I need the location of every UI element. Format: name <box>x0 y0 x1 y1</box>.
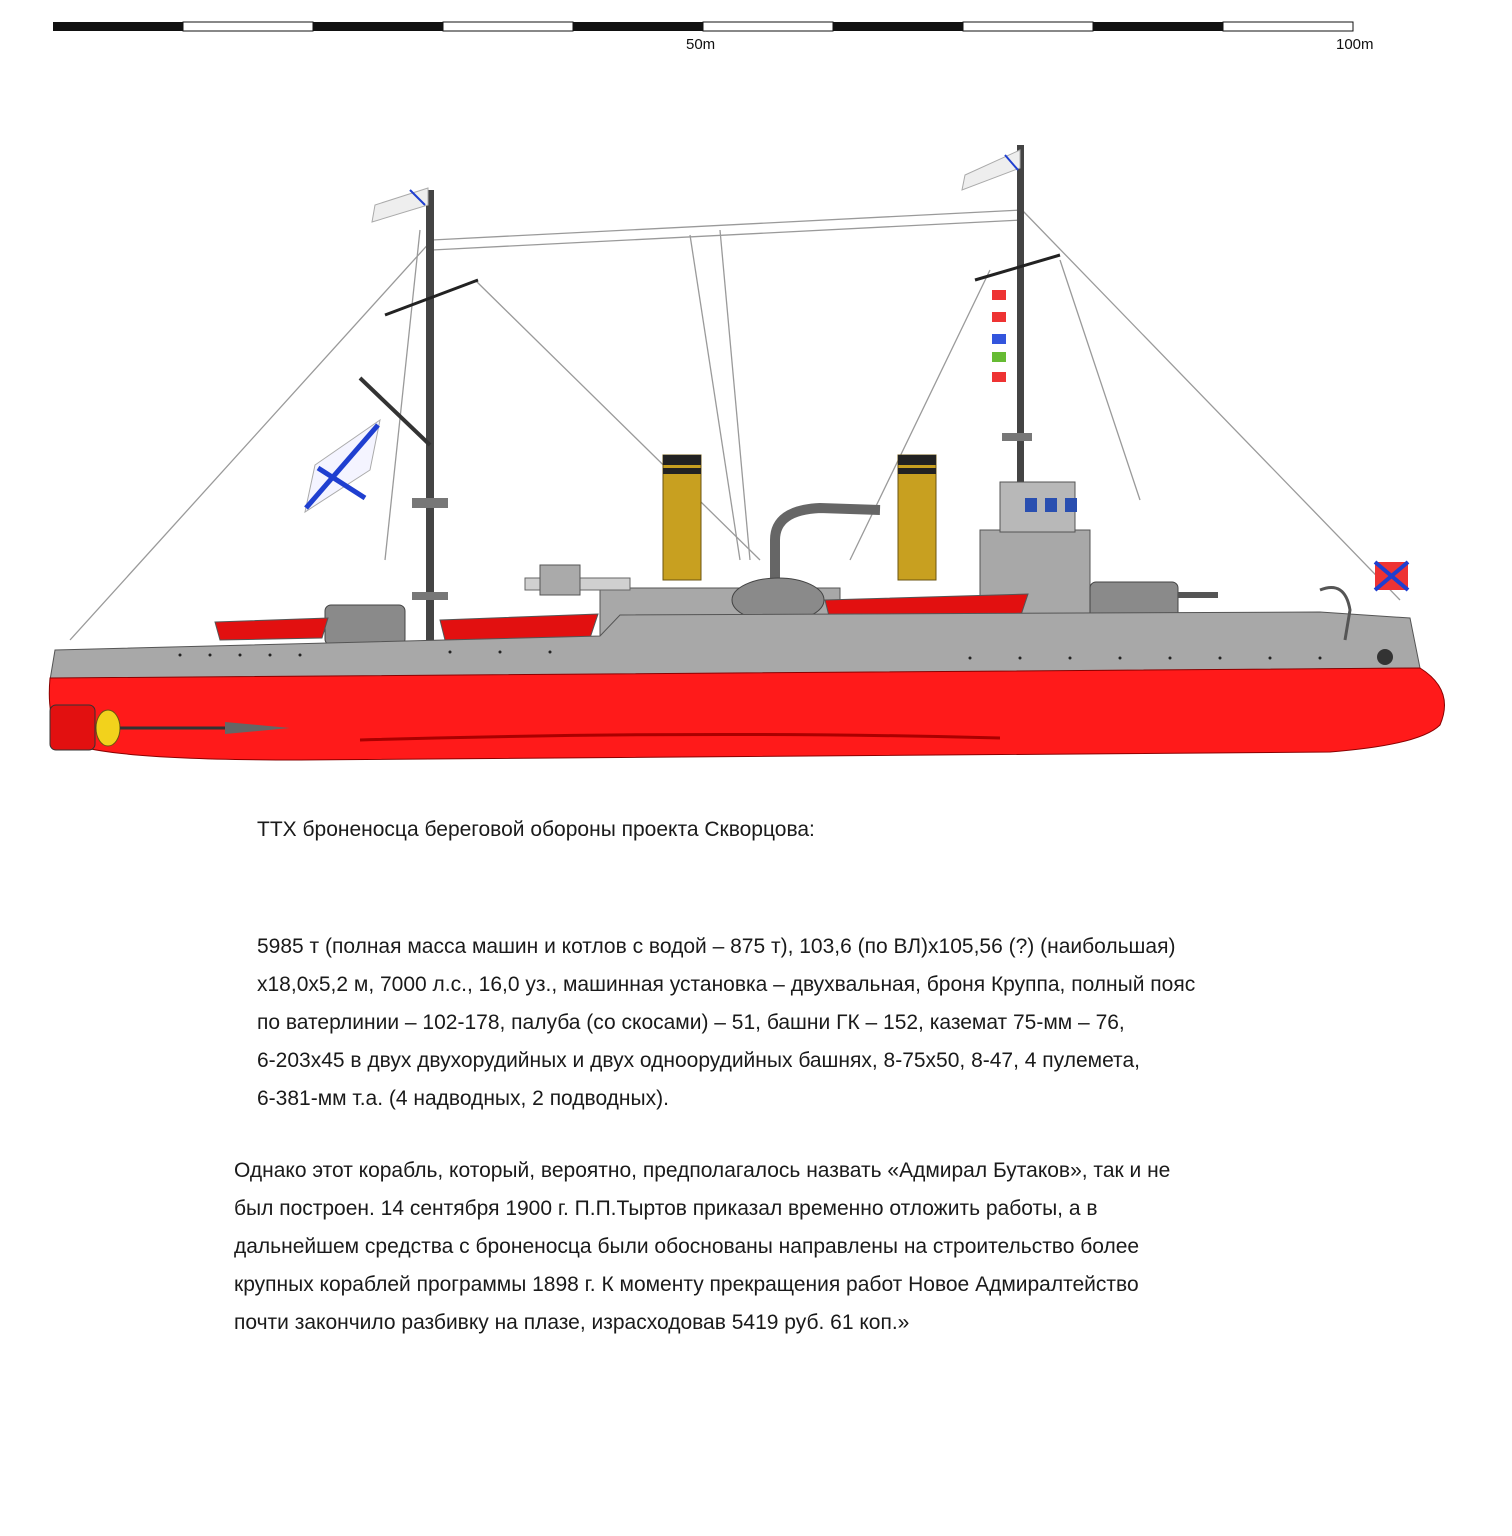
aft-funnel <box>898 455 936 580</box>
scale-segments <box>53 22 1353 31</box>
history-line: Однако этот корабль, который, вероятно, предполагалось назвать «Адмирал Бутаков», так и не <box>234 1159 1171 1182</box>
history-line: был построен. 14 сентября 1900 г. П.П.Тыртов приказал временно отложить работы, а в <box>234 1197 1098 1220</box>
signal-flags <box>992 290 1006 382</box>
specs-line: 6-203x45 в двух двухорудийных и двух одноорудийных башнях, 8-75x50, 8-47, 4 пулемета, <box>257 1049 1140 1072</box>
aft-turret <box>325 605 405 645</box>
st-andrew-ensign <box>305 420 380 512</box>
hull-lower <box>49 668 1444 760</box>
boat-crane <box>775 508 880 580</box>
battleship-illustration <box>0 130 1512 780</box>
history-paragraph <box>234 1152 1344 1342</box>
scale-label-100: 100m <box>1336 36 1374 53</box>
specs-line: x18,0x5,2 м, 7000 л.с., 16,0 уз., машинная установка – двухвальная, броня Круппа, полный пояс <box>257 973 1196 996</box>
specs-paragraph <box>257 928 1367 1118</box>
specs-title: ТТХ броненосца береговой обороны проекта Скворцова: <box>257 818 815 841</box>
scale-label-50: 50m <box>686 36 716 53</box>
specs-line: 6-381-мм т.а. (4 надводных, 2 подводных). <box>257 1087 669 1110</box>
specs-line: по ватерлинии – 102-178, палуба (со скосами) – 51, башни ГК – 152, каземат 75-мм – 76, <box>257 1011 1125 1034</box>
history-line: дальнейшем средства с броненосца были обоснованы направлены на строительство более <box>234 1235 1140 1258</box>
rigging-lines <box>70 210 1400 640</box>
main-mast-flag <box>962 150 1020 190</box>
history-line: крупных кораблей программы 1898 г. К моменту прекращения работ Новое Адмиралтейство <box>234 1273 1139 1296</box>
fore-funnel <box>663 455 701 580</box>
specs-line: 5985 т (полная масса машин и котлов с водой – 875 т), 103,6 (по ВЛ)x105,56 (?) (наибольшая) <box>257 935 1176 958</box>
main-mast <box>975 145 1060 505</box>
scale-bar <box>0 0 1512 70</box>
jack-flag <box>1375 562 1408 590</box>
fore-mast <box>360 190 478 640</box>
fore-mast-flag <box>372 188 428 222</box>
history-line: почти закончило разбивку на плазе, израсходовав 5419 руб. 61 коп.» <box>234 1311 910 1334</box>
